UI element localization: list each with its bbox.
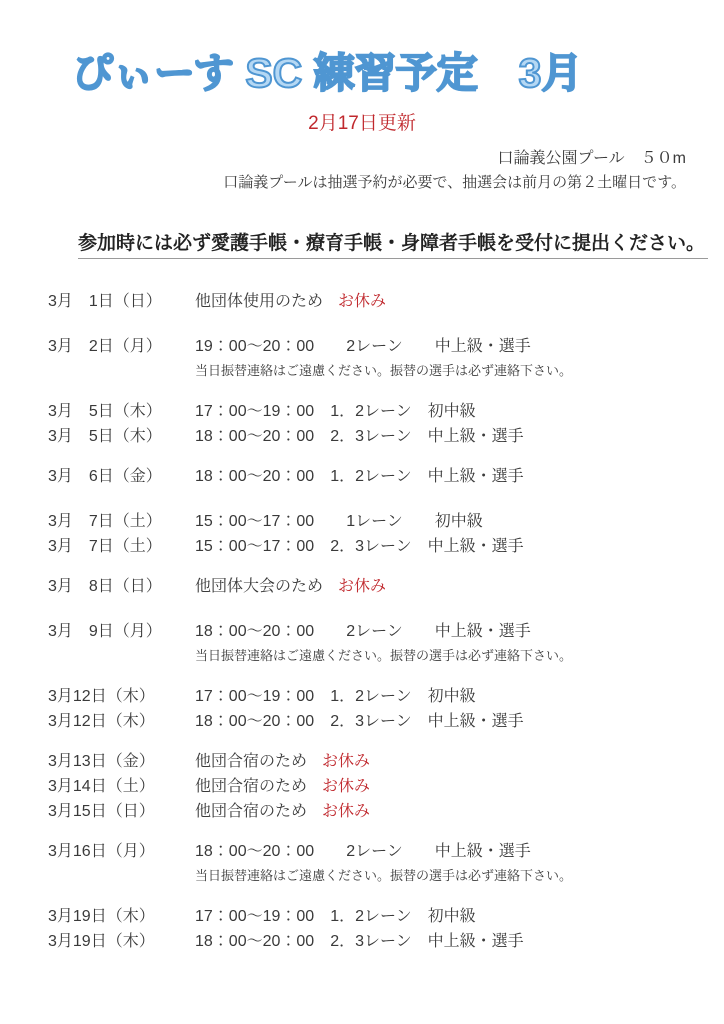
schedule-row: [0, 774, 724, 799]
schedule-row: [0, 534, 724, 559]
rest-label: お休み: [338, 293, 387, 310]
schedule-row: [0, 574, 724, 599]
schedule-row: [0, 749, 724, 774]
schedule-list: [0, 289, 724, 954]
schedule-session: 18：00～20：00 1．2レーン 中上級・選手: [195, 468, 524, 485]
schedule-date: 3月 5日（木）: [48, 428, 162, 445]
pool-lottery-note: 口論義プールは抽選予約が必要で、抽選会は前月の第２土曜日です。: [223, 174, 686, 191]
rest-entry: [195, 774, 370, 799]
schedule-date: 3月19日（木）: [48, 908, 155, 925]
rest-reason: 他団合宿のため: [195, 778, 308, 795]
rest-reason: 他団体使用のため: [195, 293, 324, 310]
rest-label: お休み: [338, 578, 387, 595]
schedule-date: 3月15日（日）: [48, 803, 155, 820]
schedule-date: 3月 9日（月）: [48, 623, 162, 640]
transfer-note: 当日振替連絡はご遠慮ください。振替の選手は必ず連絡下さい。: [195, 648, 573, 663]
schedule-date: 3月 2日（月）: [48, 338, 162, 355]
schedule-row: [0, 709, 724, 734]
rest-entry: [195, 289, 386, 314]
rest-reason: 他団体大会のため: [195, 578, 324, 595]
schedule-session: 17：00～19：00 1．2レーン 初中級: [195, 908, 476, 925]
schedule-session: 18：00～20：00 2．3レーン 中上級・選手: [195, 933, 524, 950]
schedule-row: [0, 334, 724, 359]
schedule-date: 3月16日（月）: [48, 843, 155, 860]
schedule-date: 3月13日（金）: [48, 753, 155, 770]
page-title: ぴぃーす SC 練習予定 3月: [72, 50, 583, 96]
schedule-date: 3月 5日（木）: [48, 403, 162, 420]
schedule-date: 3月 8日（日）: [48, 578, 162, 595]
rest-label: お休み: [322, 753, 371, 770]
schedule-session: 17：00～19：00 1．2レーン 初中級: [195, 403, 476, 420]
rest-reason: 他団合宿のため: [195, 753, 308, 770]
rest-entry: [195, 574, 386, 599]
schedule-session: 15：00～17：00 1レーン 初中級: [195, 513, 483, 530]
handbook-notice-text: 参加時には必ず愛護手帳・療育手帳・身障者手帳を受付に提出ください。: [78, 231, 708, 259]
schedule-date: 3月12日（木）: [48, 713, 155, 730]
schedule-date: 3月 7日（土）: [48, 513, 162, 530]
transfer-note: 当日振替連絡はご遠慮ください。振替の選手は必ず連絡下さい。: [195, 868, 573, 883]
schedule-row: [0, 619, 724, 644]
schedule-session: 15：00～17：00 2．3レーン 中上級・選手: [195, 538, 524, 555]
schedule-row: [0, 399, 724, 424]
rest-entry: [195, 749, 370, 774]
schedule-row: [0, 289, 724, 314]
schedule-row: [0, 464, 724, 489]
schedule-date: 3月12日（木）: [48, 688, 155, 705]
schedule-row: [0, 684, 724, 709]
schedule-session: 18：00～20：00 2．3レーン 中上級・選手: [195, 428, 524, 445]
schedule-date: 3月14日（土）: [48, 778, 155, 795]
schedule-row: [0, 424, 724, 449]
rest-label: お休み: [322, 778, 371, 795]
schedule-row: [0, 799, 724, 824]
schedule-date: 3月 1日（日）: [48, 293, 162, 310]
schedule-row: [0, 904, 724, 929]
schedule-session: 19：00～20：00 2レーン 中上級・選手: [195, 338, 531, 355]
schedule-row: [0, 509, 724, 534]
handbook-notice: [78, 231, 724, 259]
schedule-date: 3月 6日（金）: [48, 468, 162, 485]
schedule-session: 18：00～20：00 2レーン 中上級・選手: [195, 843, 531, 860]
pool-info: [0, 147, 724, 195]
schedule-date: 3月19日（木）: [48, 933, 155, 950]
schedule-date: 3月 7日（土）: [48, 538, 162, 555]
rest-reason: 他団合宿のため: [195, 803, 308, 820]
transfer-note: 当日振替連絡はご遠慮ください。振替の選手は必ず連絡下さい。: [195, 363, 573, 378]
rest-entry: [195, 799, 370, 824]
updated-date: 2月17日更新: [308, 113, 416, 134]
schedule-session: 18：00～20：00 2レーン 中上級・選手: [195, 623, 531, 640]
rest-label: お休み: [322, 803, 371, 820]
schedule-row: [0, 839, 724, 864]
schedule-row: [0, 929, 724, 954]
pool-name: 口論義公園プール ５０m: [497, 150, 686, 167]
schedule-session: 17：00～19：00 1．2レーン 初中級: [195, 688, 476, 705]
schedule-session: 18：00～20：00 2．3レーン 中上級・選手: [195, 713, 524, 730]
